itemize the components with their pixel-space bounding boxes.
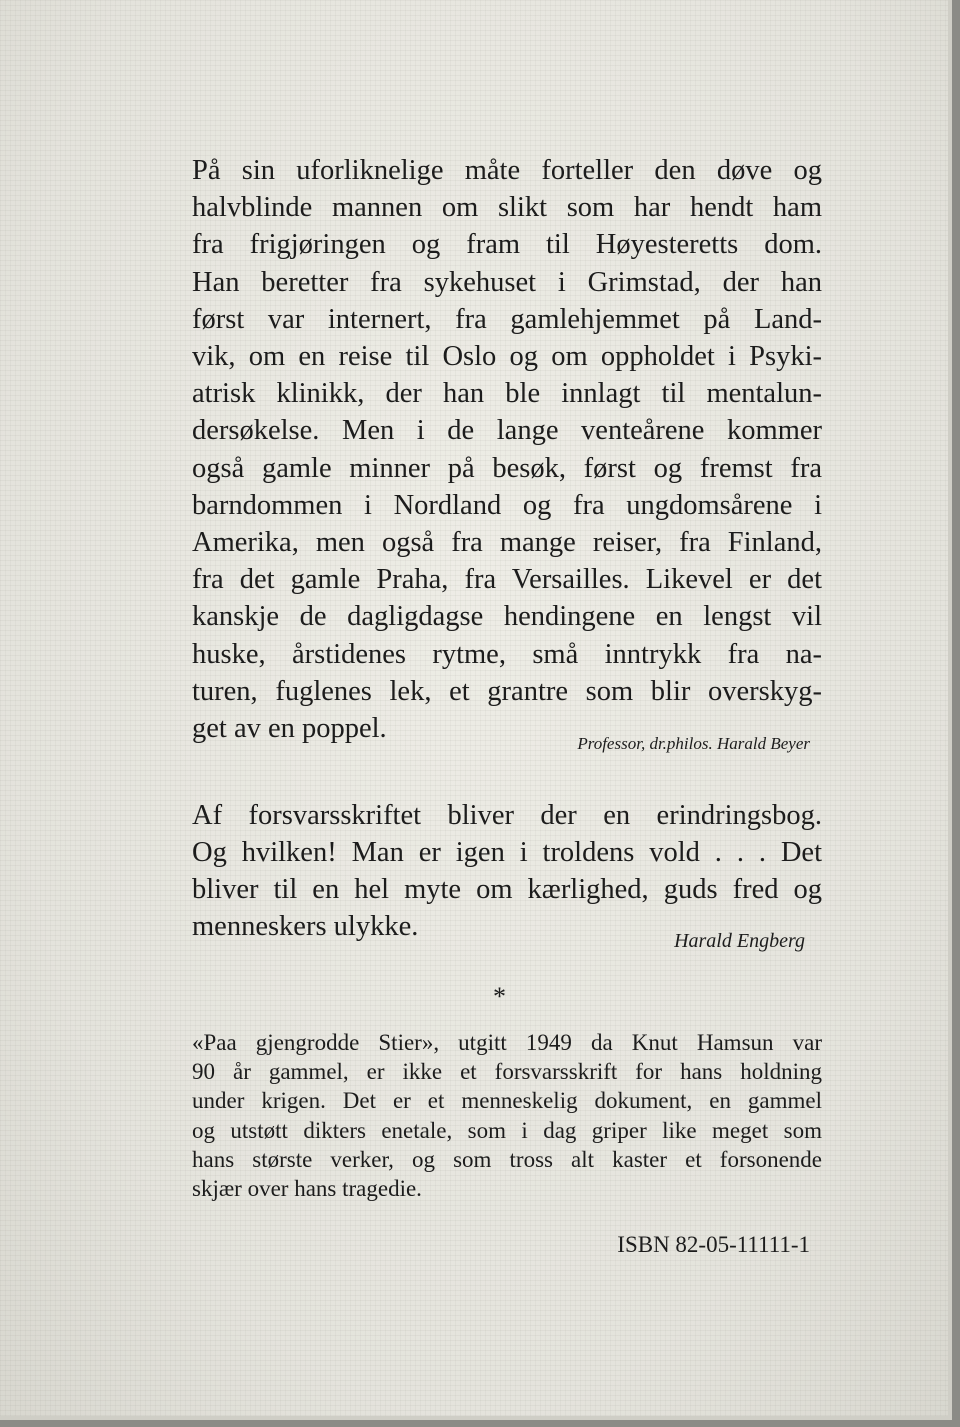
review-line: halvblinde mannen om slikt som har hendt ham (192, 192, 822, 224)
review-line: atrisk klinikk, der han ble innlagt til mentalun- (192, 378, 822, 410)
review-line: kanskje de dagligdagse hendingene en lengst vil (192, 601, 822, 633)
review-line: Og hvilken! Man er igen i troldens vold . . . Det (192, 837, 822, 868)
book-description (192, 1028, 822, 1203)
description-line: under krigen. Det er et menneskelig dokument, en gammel (192, 1088, 822, 1114)
description-line: hans største verker, og som tross alt kaster et forsonende (192, 1146, 822, 1172)
review-attribution-engberg: Harald Engberg (674, 930, 805, 952)
description-line: og utstøtt dikters enetale, som i dag griper like meget som (192, 1117, 822, 1143)
description-line: «Paa gjengrodde Stier», utgitt 1949 da Knut Hamsun var (192, 1030, 822, 1055)
description-line: skjær over hans tragedie. (192, 1176, 422, 1202)
review-line: huske, årstidenes rytme, små inntrykk fra na- (192, 638, 822, 670)
review-line: Han beretter fra sykehuset i Grimstad, der han (192, 266, 822, 298)
isbn-number: ISBN 82-05-11111-1 (617, 1232, 810, 1257)
review-line: Af forsvarsskriftet bliver der en erindringsbog. (192, 800, 822, 831)
review-line: På sin uforliknelige måte forteller den døve og (192, 155, 822, 186)
review-line: fra frigjøringen og fram til Høyesteretts dom. (192, 229, 822, 261)
review-line: vik, om en reise til Oslo og om oppholdet i Psyki- (192, 341, 822, 373)
review-line: get av en poppel. (192, 713, 387, 745)
review-line: dersøkelse. Men i de lange venteårene kommer (192, 415, 822, 447)
review-line: Amerika, men også fra mange reiser, fra Finland, (192, 527, 822, 559)
review-line: først var internert, fra gamlehjemmet på Land- (192, 303, 822, 335)
description-line: 90 år gammel, er ikke et forsvarsskrift for hans holdning (192, 1059, 822, 1085)
review-line: også gamle minner på besøk, først og fremst fra (192, 452, 822, 484)
review-line: fra det gamle Praha, fra Versailles. Likevel er det (192, 564, 822, 596)
section-separator: * (493, 982, 506, 1011)
review-attribution-beyer: Professor, dr.philos. Harald Beyer (577, 734, 810, 753)
review-harald-engberg (192, 797, 822, 945)
review-harald-beyer (192, 152, 822, 747)
review-line: menneskers ulykke. (192, 911, 419, 942)
review-line: barndommen i Nordland og fra ungdomsårene i (192, 489, 822, 521)
review-line: bliver til en hel myte om kærlighed, guds fred og (192, 874, 822, 905)
review-line: turen, fuglenes lek, et grantre som blir overskyg- (192, 675, 822, 707)
